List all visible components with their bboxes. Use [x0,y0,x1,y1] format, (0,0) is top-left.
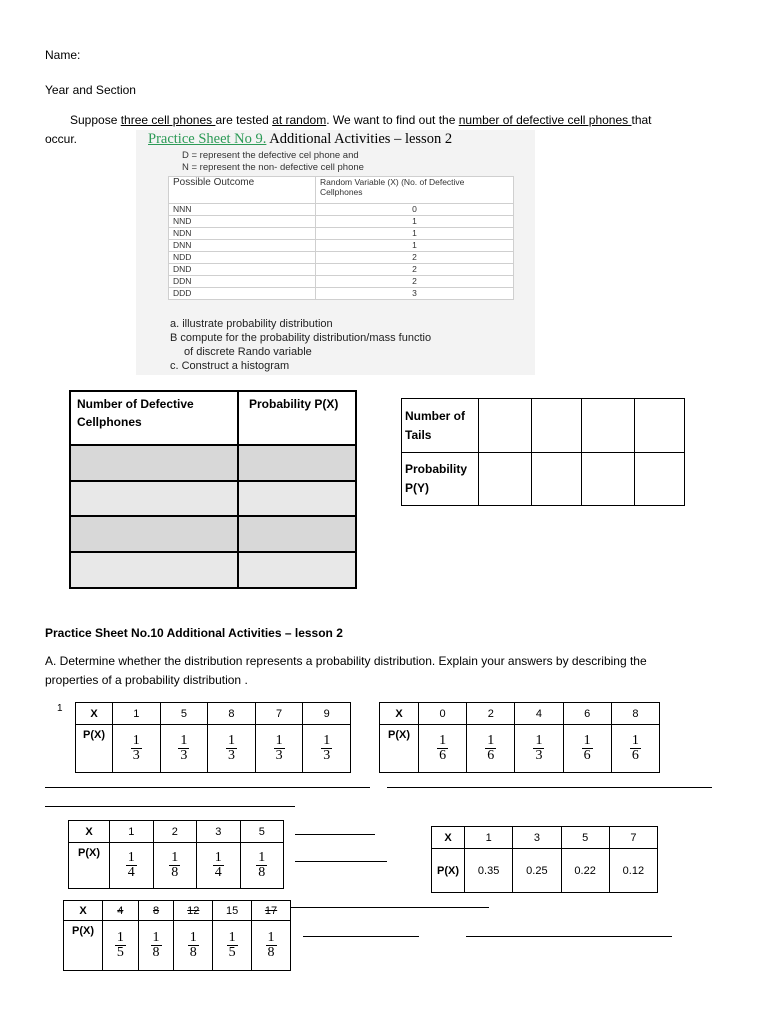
legend-d: D = represent the defective cel phone and [182,150,359,161]
x-value: 15 [213,901,252,921]
intro-underline-random: at random [272,113,327,127]
outcome-cell: NND [169,216,316,228]
tails-label: Number of Tails [402,399,479,453]
x-cell: 2 [316,252,514,264]
x-value: 7 [609,827,657,849]
intro-underline-defective: number of defective cell phones [458,113,632,127]
x-cell: 3 [316,288,514,300]
year-section-label: Year and Section [45,83,136,97]
distribution-table-5 [63,900,291,971]
distribution-table-4 [431,826,658,893]
x-cell: 1 [316,240,514,252]
answer-cell[interactable] [532,399,582,453]
px-value: $\frac{1}{8}$ [240,843,284,889]
px-value: $\frac{1}{5}$ [103,921,139,971]
instruction-line-1: A. Determine whether the distribution represents a probability distribution. Explain your answers by describing the [45,654,647,668]
x-value: 17 [252,901,291,921]
activity-b: B compute for the probability distribution/mass functio [170,332,432,344]
answer-cell[interactable] [532,453,582,506]
item-number: 1 [57,703,63,714]
name-label: Name: [45,48,81,62]
x-header: X [64,901,103,921]
probability-y-label: Probability P(Y) [402,453,479,506]
activity-b-cont: of discrete Rando variable [184,346,312,358]
answer-cell[interactable] [70,481,238,516]
answer-line[interactable] [295,861,387,862]
distribution-table-1 [75,702,351,773]
x-value: 1 [110,821,154,843]
answer-cell[interactable] [238,552,356,588]
x-value: 4 [515,703,563,725]
defective-header: Number of Defective Cellphones [70,391,238,445]
answer-cell[interactable] [582,453,635,506]
random-variable-col-header: Random Variable (X) (No. of Defective Cellphones [316,177,514,204]
px-header: P(X) [432,849,465,893]
answer-line[interactable] [295,834,375,835]
px-value: $\frac{1}{6}$ [467,725,515,773]
activity-c: c. Construct a histogram [170,360,290,372]
x-cell: 1 [316,228,514,240]
answer-line[interactable] [45,806,295,807]
px-value: $\frac{1}{8}$ [153,843,197,889]
px-value: $\frac{1}{3}$ [255,725,303,773]
distribution-table-3 [68,820,284,889]
practice-sheet-9-image [136,130,535,375]
answer-cell[interactable] [635,399,685,453]
px-header: P(X) [76,725,113,773]
outcome-cell: DNN [169,240,316,252]
px-value: 0.12 [609,849,657,893]
legend-n: N = represent the non- defective cell phone [182,162,364,173]
outcome-table [168,176,514,300]
intro-underline-phones: three cell phones [120,113,216,127]
answer-cell[interactable] [582,399,635,453]
px-value: $\frac{1}{3}$ [208,725,256,773]
x-header: X [380,703,419,725]
x-value: 7 [255,703,303,725]
px-value: 0.35 [465,849,513,893]
x-value: 12 [174,901,213,921]
px-value: $\frac{1}{3}$ [113,725,161,773]
px-value: 0.25 [513,849,561,893]
practice-9-title-rest: Additional Activities – lesson 2 [269,131,453,147]
px-header: P(X) [69,843,110,889]
instruction-line-2: properties of a probability distribution . [45,673,248,687]
intro-text: . We want to find out the [326,113,459,127]
answer-cell[interactable] [70,552,238,588]
x-value: 5 [240,821,284,843]
px-value: $\frac{1}{3}$ [303,725,351,773]
answer-line[interactable] [387,787,712,788]
intro-text: that [631,113,652,127]
answer-line[interactable] [291,907,489,908]
distribution-table-2 [379,702,660,773]
px-value: $\frac{1}{4}$ [110,843,154,889]
x-value: 5 [160,703,208,725]
x-value: 1 [113,703,161,725]
practice-9-title-green: Practice Sheet No 9. [148,131,267,147]
answer-line[interactable] [466,936,672,937]
x-cell: 0 [316,204,514,216]
x-value: 2 [153,821,197,843]
answer-line[interactable] [45,787,370,788]
px-value: $\frac{1}{8}$ [138,921,174,971]
x-value: 9 [303,703,351,725]
x-value: 8 [611,703,659,725]
x-value: 8 [208,703,256,725]
practice-10-title: Practice Sheet No.10 Additional Activities – lesson 2 [45,626,343,640]
answer-cell[interactable] [238,481,356,516]
outcome-cell: DDD [169,288,316,300]
x-value: 3 [197,821,241,843]
defective-probability-table [69,390,357,589]
answer-line[interactable] [303,936,419,937]
x-cell: 1 [316,216,514,228]
answer-cell[interactable] [479,453,532,506]
outcome-col-header: Possible Outcome [169,177,316,204]
answer-cell[interactable] [479,399,532,453]
px-value: $\frac{1}{6}$ [563,725,611,773]
intro-text: Suppose [70,113,121,127]
x-value: 1 [465,827,513,849]
px-value: 0.22 [561,849,609,893]
probability-header: Probability P(X) [238,391,356,445]
outcome-cell: NDN [169,228,316,240]
px-value: $\frac{1}{4}$ [197,843,241,889]
tails-probability-table [401,398,685,506]
px-header: P(X) [64,921,103,971]
px-value: $\frac{1}{8}$ [252,921,291,971]
answer-cell[interactable] [70,445,238,481]
answer-cell[interactable] [635,453,685,506]
activity-a: a. illustrate probability distribution [170,318,333,330]
px-value: $\frac{1}{3}$ [515,725,563,773]
x-cell: 2 [316,276,514,288]
outcome-cell: DND [169,264,316,276]
practice-9-title [148,131,452,148]
x-header: X [69,821,110,843]
x-cell: 2 [316,264,514,276]
px-value: $\frac{1}{5}$ [213,921,252,971]
x-value: 2 [467,703,515,725]
intro-line-2: occur. [45,132,78,146]
outcome-cell: NDD [169,252,316,264]
x-value: 3 [513,827,561,849]
outcome-cell: NNN [169,204,316,216]
outcome-cell: DDN [169,276,316,288]
intro-text: are tested [215,113,273,127]
px-value: $\frac{1}{6}$ [611,725,659,773]
answer-cell[interactable] [70,516,238,552]
x-value: 8 [138,901,174,921]
x-value: 0 [419,703,467,725]
x-value: 6 [563,703,611,725]
answer-cell[interactable] [238,516,356,552]
answer-cell[interactable] [238,445,356,481]
x-value: 4 [103,901,139,921]
x-header: X [432,827,465,849]
px-header: P(X) [380,725,419,773]
px-value: $\frac{1}{3}$ [160,725,208,773]
px-value: $\frac{1}{8}$ [174,921,213,971]
x-header: X [76,703,113,725]
intro-line-1 [70,112,652,128]
px-value: $\frac{1}{6}$ [419,725,467,773]
x-value: 5 [561,827,609,849]
